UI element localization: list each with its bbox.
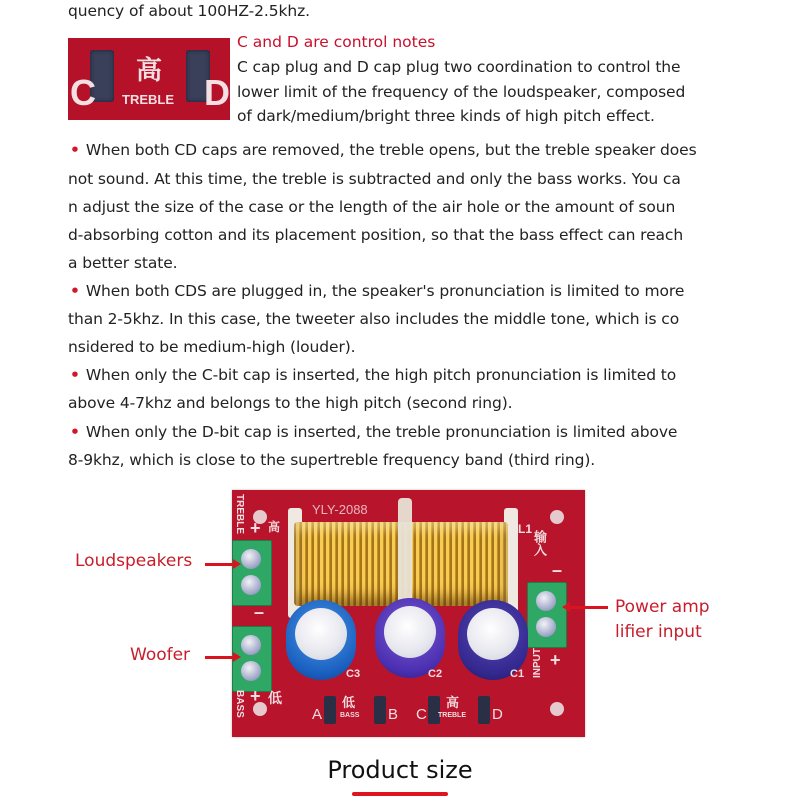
callout-woofer: Woofer	[130, 645, 191, 665]
input-plus: +	[550, 650, 561, 670]
callout-loudspeakers: Loudspeakers	[75, 551, 193, 571]
note-title: C and D are control notes	[237, 33, 436, 51]
intro-fragment: quency of about 100HZ-2.5khz.	[68, 2, 310, 20]
treble-silk: TREBLE	[234, 494, 245, 534]
jumper-cjk-low: 低	[342, 695, 356, 710]
bullet-item-2: • When both CDS are plugged in, the speaker's pronunciation is limited to more	[70, 282, 685, 300]
jumper-letter-c: C	[416, 706, 427, 723]
bullet-dot-icon: •	[70, 423, 80, 441]
bullet-line: nsidered to be medium-high (louder).	[68, 338, 356, 356]
arrow-right-icon	[205, 656, 235, 659]
treble-minus: –	[254, 602, 265, 622]
bullet-line: than 2-5khz. In this case, the tweeter also includes the middle tone, which is co	[68, 310, 680, 328]
bullet-line: above 4-7khz and belongs to the high pitch (second ring).	[68, 394, 513, 412]
callout-power-amp-line2: lifier input	[615, 622, 702, 642]
heading-underline	[352, 792, 448, 796]
capacitor-c2	[375, 598, 445, 678]
mount-hole	[550, 510, 564, 524]
silk-letter-d: D	[204, 72, 230, 113]
cap-plug-photo	[68, 38, 230, 120]
input-cjk: 输入	[532, 530, 547, 556]
jumper-d	[478, 696, 490, 724]
jumper-treble-silk: TREBLE	[438, 712, 466, 719]
treble-plus: +	[250, 518, 261, 538]
crossover-board-photo	[232, 490, 585, 737]
jumper-a	[324, 696, 336, 724]
silk-treble: TREBLE	[122, 92, 174, 107]
bullet-item-1: • When both CD caps are removed, the treble opens, but the treble speaker does	[70, 141, 697, 159]
callout-power-amp-line1: Power amp	[615, 597, 710, 617]
bass-silk: BASS	[234, 690, 245, 718]
bullet-line: d-absorbing cotton and its placement position, so that the bass effect can reach	[68, 226, 684, 244]
bullet-dot-icon: •	[70, 141, 80, 159]
note-line: C cap plug and D cap plug two coordination to control the	[237, 58, 681, 76]
bass-cjk: 低	[268, 690, 282, 706]
screw-icon	[241, 549, 261, 569]
silk-cjk-high: 高	[136, 55, 163, 85]
mount-hole	[550, 702, 564, 716]
screw-icon	[241, 635, 261, 655]
jumper-bass-silk: BASS	[340, 712, 360, 719]
coil-label: L1	[518, 522, 533, 536]
bullet-item-4: • When only the D-bit cap is inserted, the treble pronunciation is limited above	[70, 423, 678, 441]
input-terminal	[527, 582, 567, 648]
screw-icon	[241, 661, 261, 681]
note-line: of dark/medium/bright three kinds of high pitch effect.	[237, 107, 655, 125]
treble-cjk: 高	[268, 520, 281, 534]
jumper-letter-b: B	[388, 706, 399, 723]
input-minus: –	[552, 560, 563, 580]
jumper-letter-d: D	[492, 706, 503, 723]
screw-icon	[241, 575, 261, 595]
input-silk: INPUT	[532, 648, 543, 678]
bullet-line: a better state.	[68, 254, 178, 272]
cap-label-c2: C2	[428, 668, 443, 680]
cap-label-c3: C3	[346, 668, 361, 680]
bullet-line: 8-9khz, which is close to the supertreble frequency band (third ring).	[68, 451, 596, 469]
screw-icon	[536, 617, 556, 637]
bullet-line: n adjust the size of the case or the length of the air hole or the amount of soun	[68, 198, 676, 216]
bullet-dot-icon: •	[70, 282, 80, 300]
arrow-left-icon	[568, 606, 608, 609]
silk-letter-c: C	[70, 72, 96, 113]
jumper-c	[428, 696, 440, 724]
treble-terminal	[232, 540, 272, 606]
note-line: lower limit of the frequency of the loudspeaker, composed	[237, 83, 686, 101]
bullet-line: not sound. At this time, the treble is subtracted and only the bass works. You ca	[68, 170, 681, 188]
bullet-item-3: • When only the C-bit cap is inserted, the high pitch pronunciation is limited to	[70, 366, 677, 384]
arrow-right-icon	[205, 563, 235, 566]
jumper-letter-a: A	[312, 706, 323, 723]
cap-label-c1: C1	[510, 668, 525, 680]
jumper-cjk-high: 高	[446, 695, 460, 710]
bullet-dot-icon: •	[70, 366, 80, 384]
bass-plus: +	[250, 686, 261, 706]
model-label: YLY-2088	[312, 502, 368, 517]
screw-icon	[536, 591, 556, 611]
jumper-b	[374, 696, 386, 724]
section-heading: Product size	[327, 756, 473, 784]
